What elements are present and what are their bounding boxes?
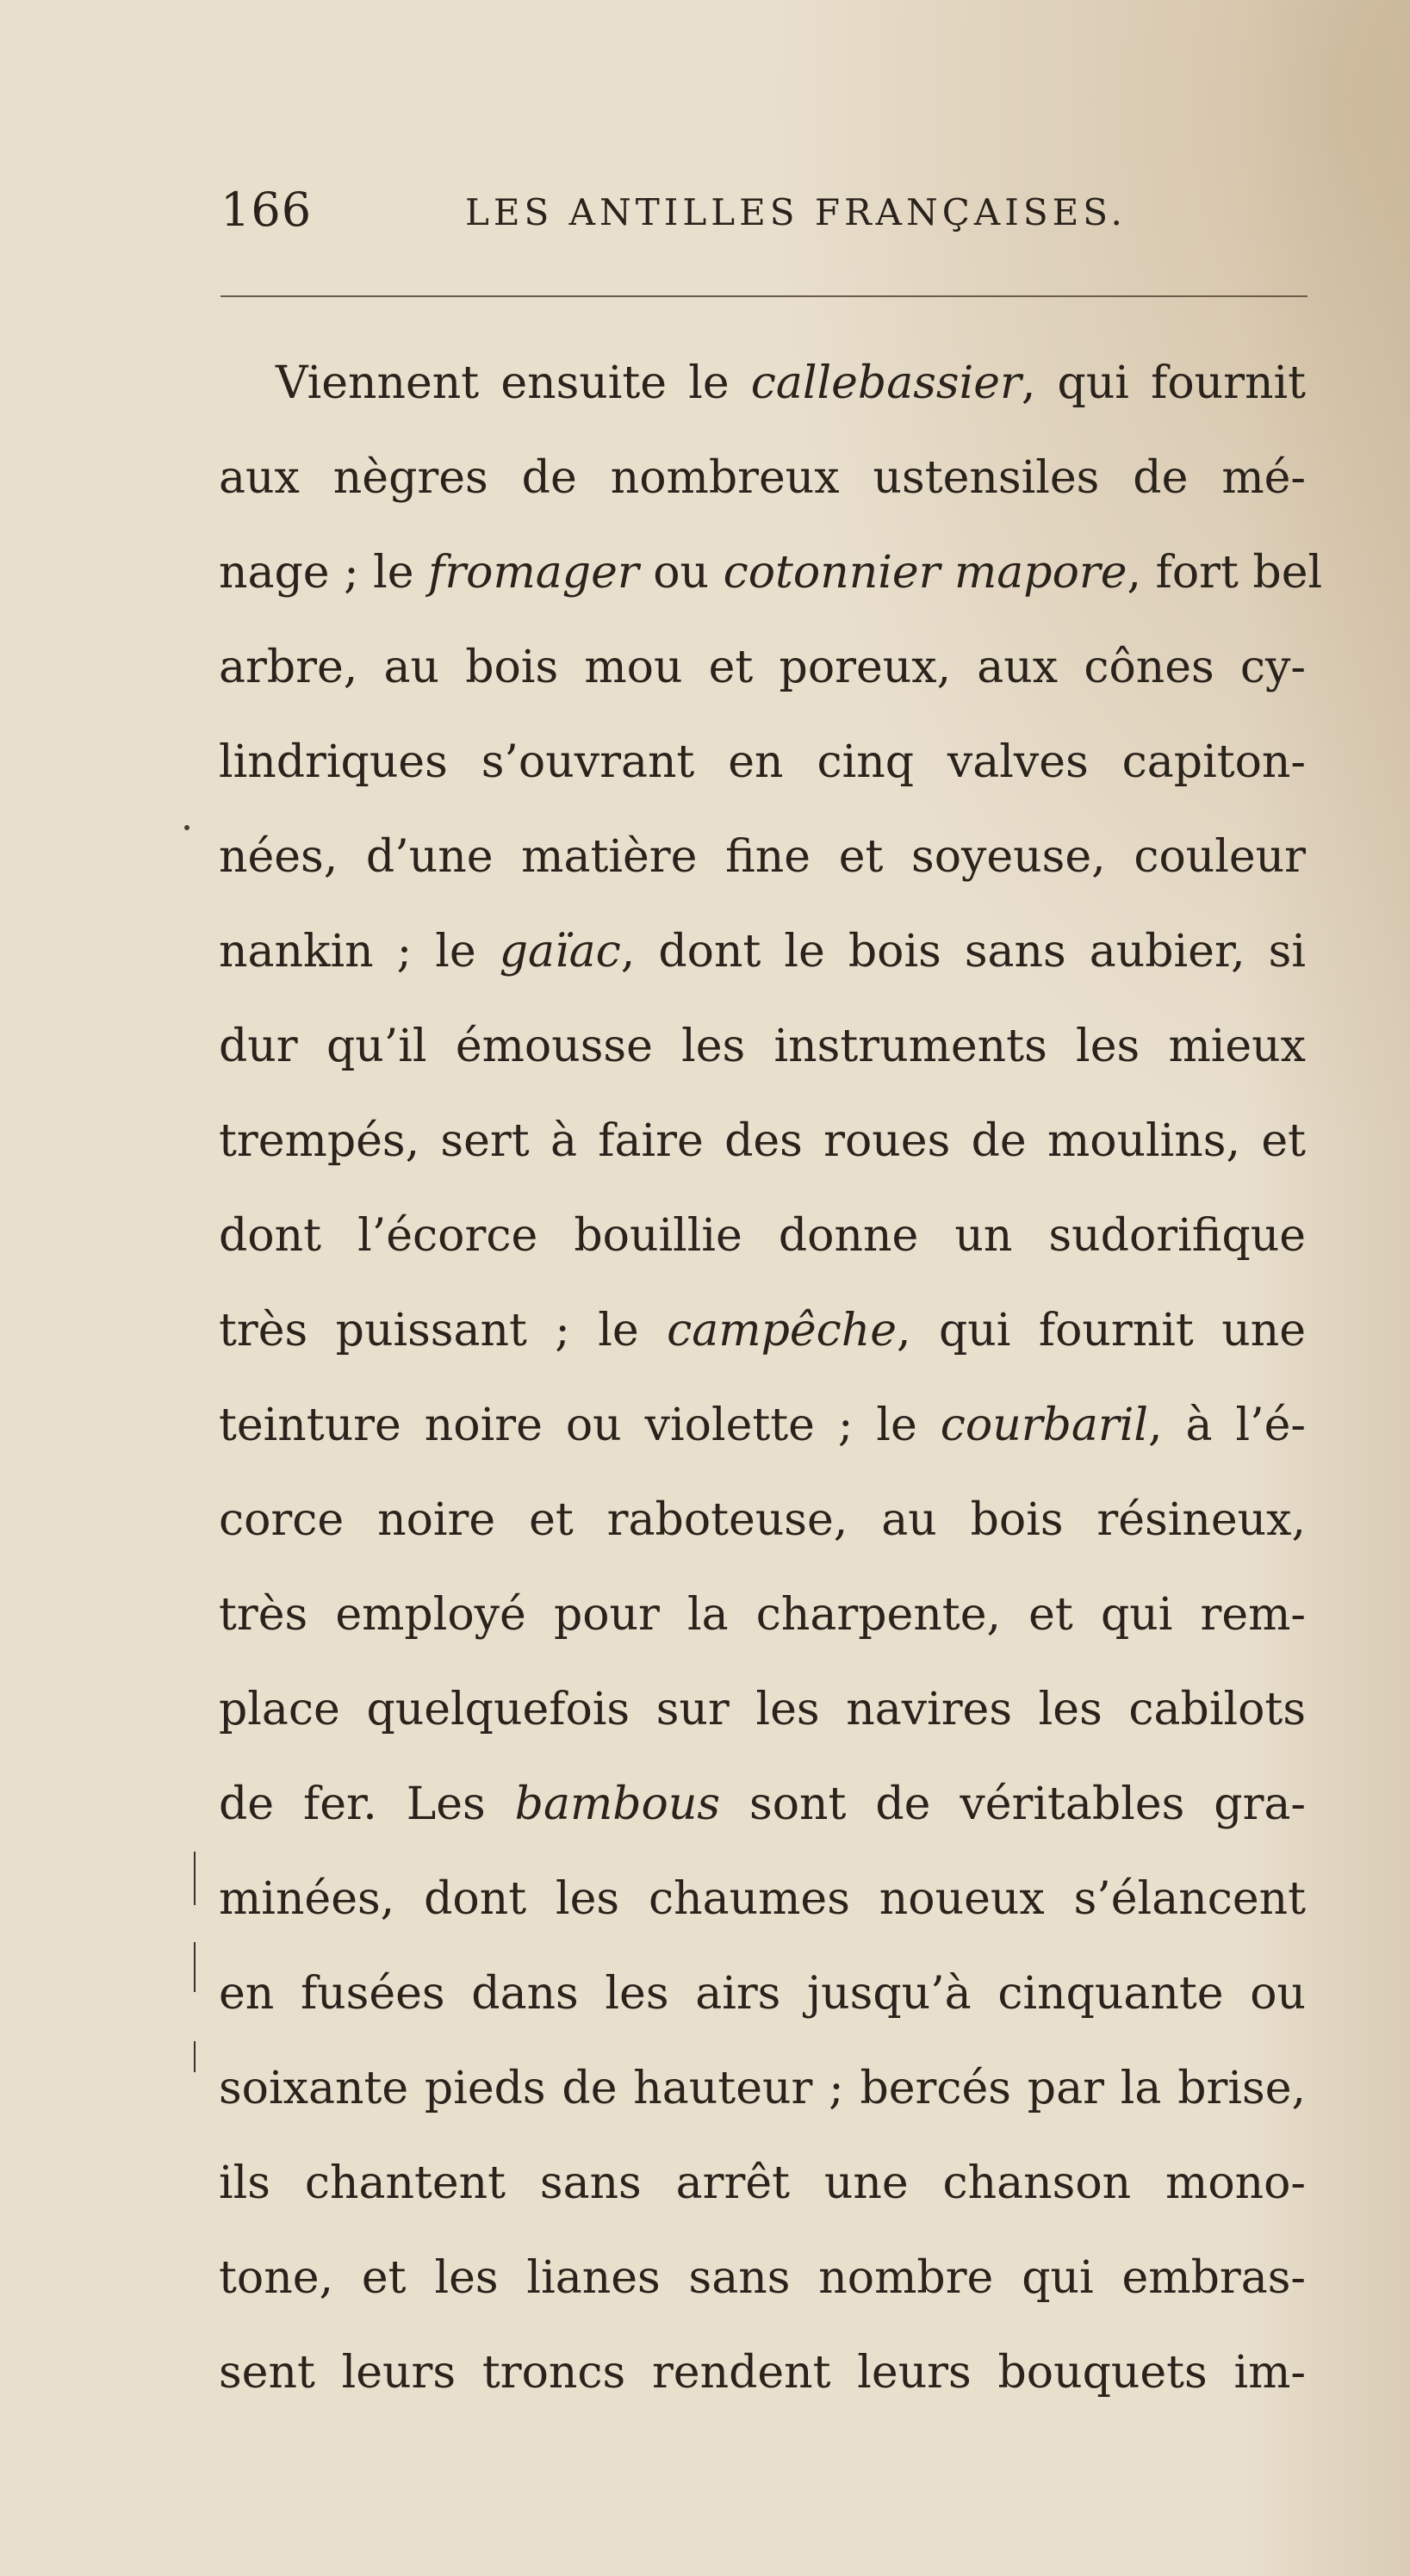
text-line [219,336,1306,431]
text-segment: tone, et les lianes sans nombre qui embras- [219,2252,1306,2304]
text-line [219,715,1306,810]
margin-mark [194,1852,196,1905]
text-segment: corce noire et raboteuse, au bois résineux, [219,1494,1306,1546]
text-segment: nées, d’une matière fine et soyeuse, couleur [219,831,1306,883]
text-line [219,1378,1306,1473]
text-segment: dont l’écorce bouillie donne un sudorifique [219,1210,1306,1262]
italic-term: courbaril [940,1400,1148,1451]
text-line [219,1757,1306,1852]
text-segment: sent leurs troncs rendent leurs bouquets im- [219,2347,1306,2399]
text-line [219,620,1306,715]
margin-mark [194,2041,196,2072]
text-segment: ou [638,547,724,599]
text-line [219,999,1306,1094]
text-segment: , fort bel [1127,547,1323,599]
text-segment: trempés, sert à faire des roues de moulins, et [219,1115,1306,1167]
italic-term: fromager [428,547,639,599]
text-line [219,2041,1306,2136]
text-segment: aux nègres de nombreux ustensiles de mé- [219,452,1306,504]
text-segment: lindriques s’ouvrant en cinq valves capiton- [219,736,1306,788]
text-line [219,1946,1306,2041]
text-line [219,904,1306,999]
text-line [219,2231,1306,2325]
text-segment: nage ; le [219,547,429,599]
text-segment: dur qu’il émousse les instruments les mieux [219,1021,1306,1072]
page-header [221,183,1289,243]
text-segment: Viennent ensuite le [276,357,751,409]
text-line [219,2325,1306,2420]
italic-term: gaïac [499,926,621,978]
text-segment: très employé pour la charpente, et qui rem- [219,1589,1306,1641]
text-segment: minées, dont les chaumes noueux s’élancent [219,1873,1306,1925]
text-segment: très puissant ; le [219,1305,668,1356]
text-segment: , qui fournit [1021,357,1306,409]
italic-term: callebassier [750,357,1022,409]
text-segment: , dont le bois sans aubier, si [620,926,1306,978]
italic-term: cotonnier mapore [723,547,1127,599]
text-line [219,1189,1306,1283]
margin-mark [194,1942,196,1992]
text-segment: soixante pieds de hauteur ; bercés par la brise, [219,2063,1306,2114]
text-line [219,431,1306,525]
text-segment: , qui fournit une [897,1305,1307,1356]
text-line [219,1094,1306,1189]
italic-term: bambous [514,1778,721,1830]
text-line [219,810,1306,904]
text-segment: , à l’é- [1147,1400,1306,1451]
text-line [219,1852,1306,1946]
text-line [219,525,1323,620]
page-number: 166 [221,183,313,237]
text-segment: arbre, au bois mou et poreux, aux cônes cy- [219,642,1306,693]
text-segment: sont de véritables gra- [720,1778,1307,1830]
text-segment: nankin ; le [219,926,500,978]
running-title: LES ANTILLES FRANÇAISES. [465,191,1127,233]
body-text [219,336,1323,2420]
text-segment: en fusées dans les airs jusqu’à cinquante ou [219,1968,1306,2020]
text-line [219,1283,1306,1378]
text-line [219,1473,1306,1567]
ink-speck [184,825,189,830]
text-segment: ils chantent sans arrêt une chanson mono- [219,2157,1306,2209]
text-segment: de fer. Les [219,1778,515,1830]
text-line [219,1662,1306,1757]
text-line [219,2136,1306,2231]
text-line [219,1567,1306,1662]
header-rule [221,295,1308,297]
text-segment: place quelquefois sur les navires les cabilots [219,1684,1306,1735]
italic-term: campêche [667,1305,898,1356]
text-segment: teinture noire ou violette ; le [219,1400,941,1451]
